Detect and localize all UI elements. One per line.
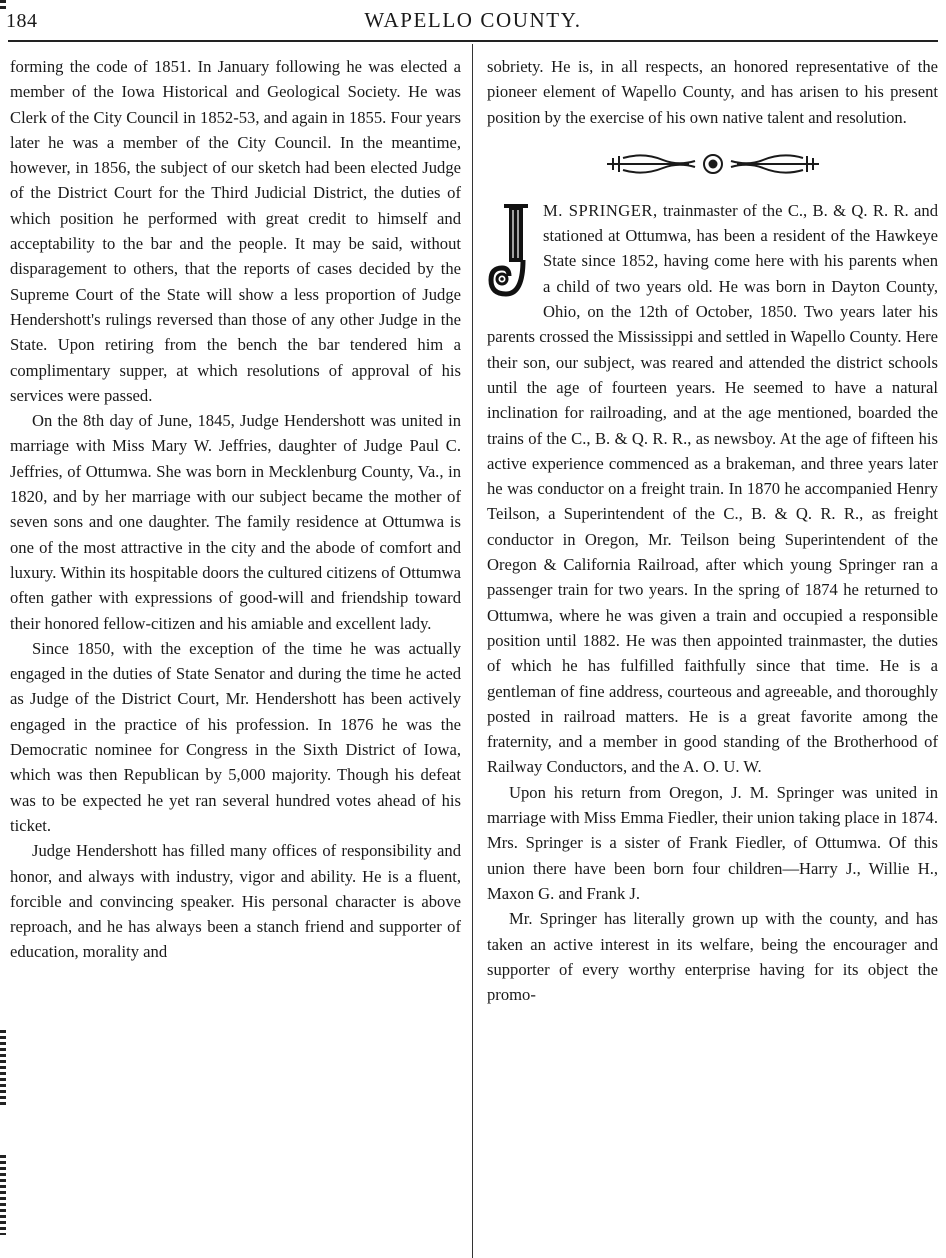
left-paragraph: On the 8th day of June, 1845, Judge Hendershott was united in marriage with Miss Mary W. Jeffries, daughter of Judge Paul C. Jeffries, of Ottumwa. She was born in Mecklenburg County, Va., in 1820, and by her marriage with our subject became the mother of seven sons and one daughter. The family residence at Ottumwa is one of the most attractive in the city and the abode of comfort and luxury. Within its hospitable doors the cultured citizens of Ottumwa often gather with expressions of good-will and friendship toward their honored fellow-citizen and his amiable and excellent lady. <box>10 411 461 633</box>
binding-mark-top <box>0 0 6 10</box>
left-paragraph: forming the code of 1851. In January following he was elected a member of the Iowa Historical and Geological Society. He was Clerk of the City Council in 1852-53, and again in 1855. Four years later he was a member of the City Council. In the meantime, however, in 1856, the subject of our sketch had been elected Judge of the District Court for the Third Judicial District, the duties of which position he performed with great credit to himself and acceptability to the bar and the people. It may be said, without disparagement to others, that the reports of cases decided by the Supreme Court of the State will show a less proportion of Judge Hendershott's rulings reversed than those of any other Judge in the State. Upon retiring from the bench the bar tendered him a complimentary supper, at which resolutions of approval of his services were passed. <box>10 57 461 405</box>
running-title: WAPELLO COUNTY. <box>364 8 582 32</box>
binding-mark-bottom <box>0 1155 6 1235</box>
bio-lead-in: M. SPRINGER, <box>543 200 658 220</box>
header-rule <box>8 40 938 42</box>
continuation-paragraph: sobriety. He is, in all respects, an honored representative of the pioneer element of Wapello County, and has arisen to his present position by the exercise of his own native talent and resolution. <box>487 57 938 127</box>
left-paragraph: Since 1850, with the exception of the time he was actually engaged in the duties of State Senator and during the time he acted as Judge of the District Court, Mr. Hendershott has been actively engaged in the practice of his profession. In 1876 he was the Democratic nominee for Congress in the Sixth District of Iowa, which was then Republican by 5,000 majority. Though his defeat was to be expected he yet ran several hundred votes ahead of his ticket. <box>10 638 461 835</box>
page-number: 184 <box>6 10 38 32</box>
right-paragraph: Upon his return from Oregon, J. M. Springer was united in marriage with Miss Emma Fiedler, their union taking place in 1874. Mrs. Springer is a sister of Frank Fiedler, of Ottumwa. Of this union there have been born four children—Harry J., Willie H., Maxon G. and Frank J. <box>487 782 938 903</box>
section-ornament <box>487 130 938 198</box>
binding-mark-middle <box>0 1030 6 1108</box>
right-paragraph: Mr. Springer has literally grown up with the county, and has taken an active interest in its welfare, being the encourager and supporter of every worthy enterprise having for its object the promo- <box>487 909 938 1005</box>
springer-bio-paragraph <box>487 198 938 780</box>
page-header <box>0 0 946 44</box>
drop-cap-j <box>487 202 535 300</box>
column-divider <box>472 44 473 1258</box>
left-column <box>10 54 461 965</box>
left-paragraph: Judge Hendershott has filled many offices of responsibility and honor, and always with industry, vigor and ability. He is a fluent, forcible and convincing speaker. His personal character is above reproach, and he has always been a stanch friend and supporter of education, morality and <box>10 841 461 962</box>
right-column <box>487 54 938 1007</box>
ornament-flourish-icon <box>603 149 823 179</box>
bio-opening-text: trainmaster of the C., B. & Q. R. R. and stationed at Ottumwa, has been a resident of the Hawkeye State since 1852, having come here with his parents when a child of two years old. He was born in Dayton County, Ohio, on the 12th of October, 1850. Two years later his parents crossed the Mississippi and settled in Wapello County. Here their son, our subject, was reared and attended the district schools until the age of fourteen years. He seemed to have a natural inclination for railroading, and at the age mentioned, boarded the trains of the C., B. & Q. R. R., as newsboy. At the age of fifteen his active experience commenced as a brakeman, and three years later he was conductor on a freight train. In 1870 he accompanied Henry Teilson, a Superintendent of the C., B. & Q. R. R., as freight conductor in Oregon, Mr. Teilson being Superintendent of the Oregon & California Railroad, after which young Springer ran a passenger train for two years. In the spring of 1874 he returned to Ottumwa, where he was given a train and occupied a responsible position until 1882. He was then appointed trainmaster, the duties of which he has fulfilled faithfully since that time. He is a gentleman of fine address, courteous and agreeable, and thoroughly posted in railroad matters. He is a great favorite among the fraternity, and a member in good standing of the Brotherhood of Railway Conductors, and the A. O. U. W. <box>487 200 939 777</box>
